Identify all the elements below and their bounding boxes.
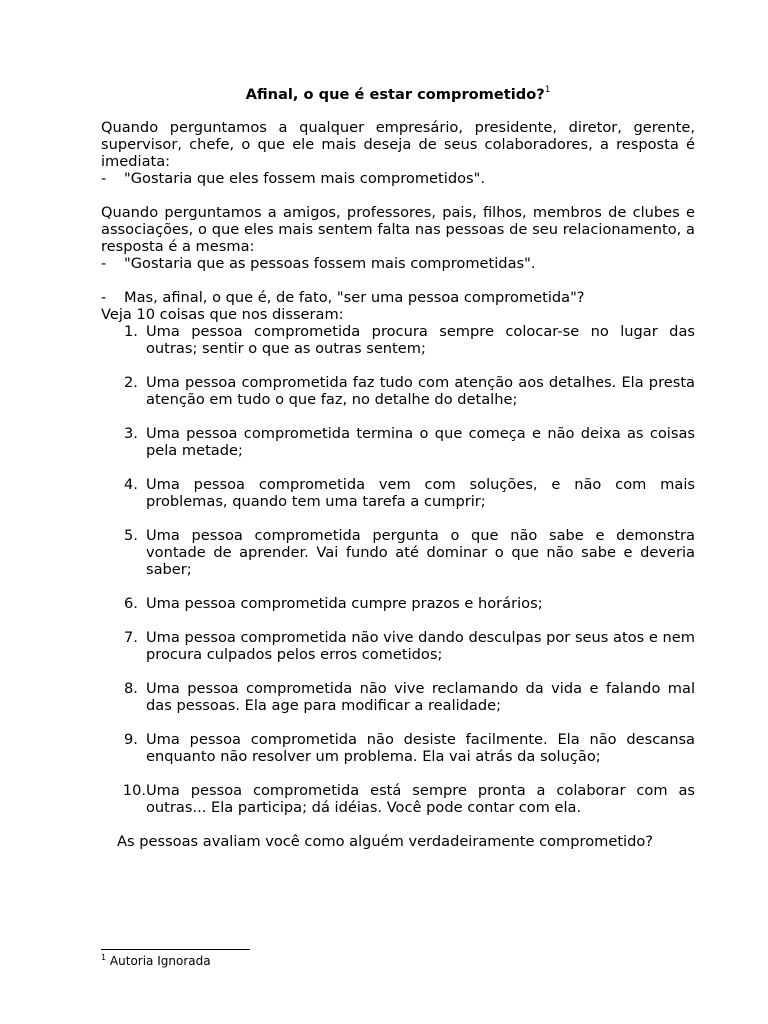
list-item	[101, 680, 695, 714]
list-item	[101, 782, 695, 816]
quote-2-dash: -	[101, 255, 107, 272]
list-item-number: 3.	[124, 425, 138, 442]
list-item-number: 10.	[122, 782, 146, 799]
list-item-number: 8.	[124, 680, 138, 697]
list-item-text: Uma pessoa comprometida não vive dando desculpas por seus atos e nem procura culpados pelos erros cometidos;	[146, 629, 695, 663]
list-item-text: Uma pessoa comprometida pergunta o que não sabe e demonstra vontade de aprender. Vai fundo até dominar o que não sabe e deveria saber;	[146, 527, 695, 578]
document-body	[101, 86, 695, 850]
list-item-number: 1.	[124, 323, 138, 340]
paragraph-1: Quando perguntamos a qualquer empresário, presidente, diretor, gerente, supervisor, chefe, o que ele mais deseja de seus colaboradores, a resposta é imediata:	[101, 119, 695, 170]
question-text: Mas, afinal, o que é, de fato, "ser uma pessoa comprometida"?	[124, 289, 585, 306]
list-item	[101, 374, 695, 408]
list-item	[101, 731, 695, 765]
question-line	[101, 289, 695, 306]
list-item-text: Uma pessoa comprometida termina o que começa e não deixa as coisas pela metade;	[146, 425, 695, 459]
quote-1	[101, 170, 695, 187]
title-footnote-mark: 1	[544, 85, 551, 95]
list-item-text: Uma pessoa comprometida procura sempre colocar-se no lugar das outras; sentir o que as outras sentem;	[146, 323, 695, 357]
list-item-number: 9.	[124, 731, 138, 748]
list-item	[101, 595, 695, 612]
list-item	[101, 425, 695, 459]
footnote	[101, 954, 211, 968]
list-item-text: Uma pessoa comprometida faz tudo com atenção aos detalhes. Ela presta atenção em tudo o que faz, no detalhe do detalhe;	[146, 374, 695, 408]
list-item	[101, 476, 695, 510]
list-item	[101, 629, 695, 663]
footnote-text: Autoria Ignorada	[109, 954, 211, 968]
quote-1-text: "Gostaria que eles fossem mais comprometidos".	[124, 170, 485, 187]
list-item-text: Uma pessoa comprometida vem com soluções, e não com mais problemas, quando tem uma tarefa a cumprir;	[146, 476, 695, 510]
numbered-list	[101, 323, 695, 816]
list-intro: Veja 10 coisas que nos disseram:	[101, 306, 344, 323]
quote-2	[101, 255, 695, 272]
list-item	[101, 323, 695, 357]
quote-2-text: "Gostaria que as pessoas fossem mais comprometidas".	[124, 255, 536, 272]
document-title	[101, 86, 695, 103]
list-item-number: 4.	[124, 476, 138, 493]
list-item-number: 7.	[124, 629, 138, 646]
footnote-mark: 1	[101, 953, 107, 962]
list-item-text: Uma pessoa comprometida não desiste facilmente. Ela não descansa enquanto não resolver um problema. Ela vai atrás da solução;	[146, 731, 695, 765]
closing-question: As pessoas avaliam você como alguém verdadeiramente comprometido?	[117, 833, 654, 850]
list-item-number: 5.	[124, 527, 138, 544]
list-item-text: Uma pessoa comprometida está sempre pronta a colaborar com as outras... Ela participa; dá idéias. Você pode contar com ela.	[146, 782, 695, 816]
paragraph-2: Quando perguntamos a amigos, professores, pais, filhos, membros de clubes e associações, o que eles mais sentem falta nas pessoas de seu relacionamento, a resposta é a mesma:	[101, 204, 695, 255]
title-text: Afinal, o que é estar comprometido?	[245, 86, 545, 103]
list-item-text: Uma pessoa comprometida não vive reclamando da vida e falando mal das pessoas. Ela age para modificar a realidade;	[146, 680, 695, 714]
list-item-text: Uma pessoa comprometida cumpre prazos e horários;	[146, 595, 543, 612]
footnote-separator	[101, 949, 250, 950]
list-item-number: 6.	[124, 595, 138, 612]
list-item-number: 2.	[124, 374, 138, 391]
question-dash: -	[101, 289, 107, 306]
list-item	[101, 527, 695, 578]
quote-1-dash: -	[101, 170, 107, 187]
